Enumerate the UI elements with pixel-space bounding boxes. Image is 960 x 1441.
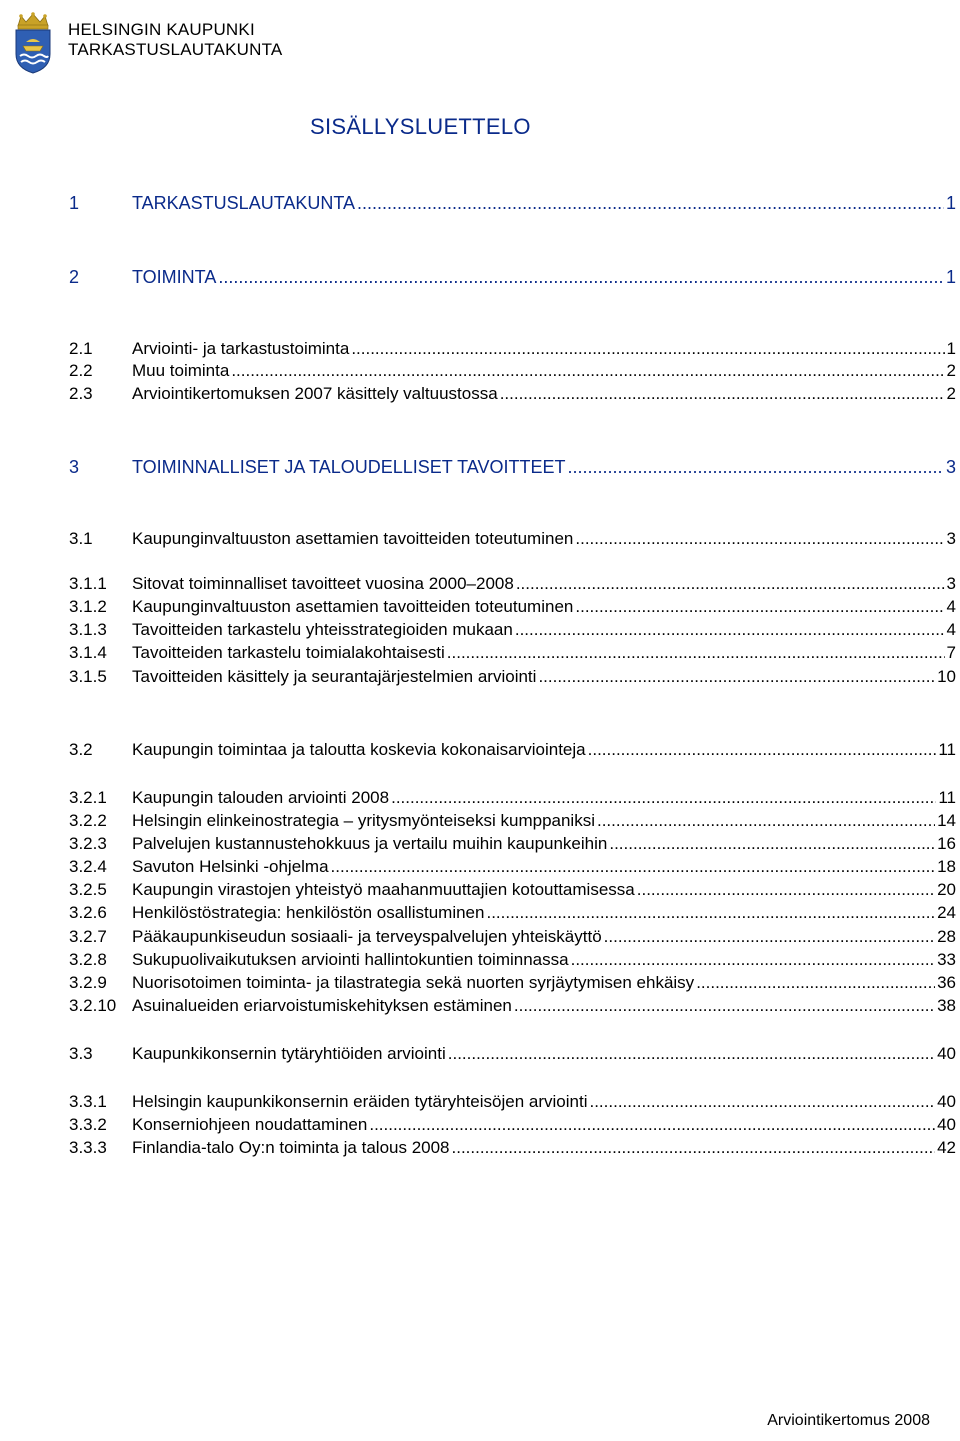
toc-entry-title: Kaupungin talouden arviointi 2008 — [132, 788, 390, 807]
toc-entry-page: 24 — [937, 903, 956, 922]
toc-entry-number: 2.3 — [69, 384, 93, 403]
toc-entry-title: Nuorisotoimen toiminta- ja tilastrategia sekä nuorten syrjäytymisen ehkäisy — [132, 973, 695, 992]
toc-entry-number: 3.2.1 — [69, 788, 107, 807]
toc-entry-page: 40 — [937, 1092, 956, 1111]
toc-entry-page: 7 — [946, 643, 956, 662]
toc-dot-leader — [514, 995, 935, 1017]
toc-dot-leader — [575, 596, 944, 618]
toc-entry-page: 40 — [937, 1115, 956, 1134]
toc-dot-leader — [609, 833, 935, 855]
toc-entry-title: Arviointikertomuksen 2007 käsittely valtuustossa — [132, 384, 498, 403]
helsinki-coat-of-arms-icon — [12, 12, 54, 74]
toc-entry-page: 42 — [937, 1138, 956, 1157]
toc-entry-number: 2 — [69, 267, 80, 287]
toc-dot-leader — [571, 949, 935, 971]
toc-entry[interactable] — [69, 456, 956, 478]
toc-entry[interactable] — [69, 739, 956, 761]
toc-entry-page: 33 — [937, 950, 956, 969]
toc-entry-number: 3.1 — [69, 529, 93, 548]
toc-dot-leader — [486, 902, 935, 924]
toc-entry-number: 3.2.9 — [69, 973, 107, 992]
toc-dot-leader — [637, 879, 935, 901]
toc-entry[interactable] — [69, 810, 956, 832]
toc-entry-number: 3.1.3 — [69, 620, 107, 639]
toc-entry-number: 3.2.2 — [69, 811, 107, 830]
toc-entry[interactable] — [69, 1091, 956, 1113]
toc-entry[interactable] — [69, 879, 956, 901]
toc-dot-leader — [351, 338, 944, 360]
toc-entry[interactable] — [69, 949, 956, 971]
toc-entry[interactable] — [69, 1137, 956, 1159]
toc-entry-number: 3.3.1 — [69, 1092, 107, 1111]
toc-entry-page: 16 — [937, 834, 956, 853]
toc-entry-number: 3.3 — [69, 1044, 93, 1063]
toc-title: SISÄLLYSLUETTELO — [310, 114, 531, 139]
toc-dot-leader — [589, 1091, 935, 1113]
toc-entry-title: TOIMINNALLISET JA TALOUDELLISET TAVOITTEET — [132, 457, 566, 477]
toc-entry[interactable] — [69, 528, 956, 550]
toc-dot-leader — [500, 383, 945, 405]
toc-entry-page: 3 — [946, 529, 956, 548]
toc-entry[interactable] — [69, 383, 956, 405]
toc-entry-number: 3 — [69, 457, 80, 477]
toc-entry[interactable] — [69, 573, 956, 595]
toc-entry[interactable] — [69, 266, 956, 288]
toc-entry-page: 14 — [937, 811, 956, 830]
toc-entry-title: Sukupuolivaikutuksen arviointi hallintokuntien toiminnassa — [132, 950, 569, 969]
toc-entry[interactable] — [69, 787, 956, 809]
toc-dot-leader — [516, 573, 945, 595]
toc-entry-page: 4 — [946, 597, 956, 616]
toc-entry-number: 3.2.10 — [69, 996, 117, 1015]
toc-entry-number: 3.2.5 — [69, 880, 107, 899]
toc-entry-number: 2.1 — [69, 339, 93, 358]
toc-entry[interactable] — [69, 360, 956, 382]
toc-dot-leader — [567, 456, 944, 478]
toc-entry-title: Kaupungin virastojen yhteistyö maahanmuuttajien kotouttamisessa — [132, 880, 635, 899]
toc-entry[interactable] — [69, 1043, 956, 1065]
toc-entry-number: 3.1.1 — [69, 574, 107, 593]
toc-entry-title: Finlandia-talo Oy:n toiminta ja talous 2008 — [132, 1138, 450, 1157]
toc-entry-page: 40 — [937, 1044, 956, 1063]
toc-entry-page: 2 — [946, 361, 956, 380]
toc-entry-title: Arviointi- ja tarkastustoiminta — [132, 339, 350, 358]
toc-entry[interactable] — [69, 642, 956, 664]
toc-entry-page: 18 — [937, 857, 956, 876]
toc-entry-title: Savuton Helsinki -ohjelma — [132, 857, 329, 876]
toc-entry-number: 3.2.4 — [69, 857, 107, 876]
toc-entry-page: 36 — [937, 973, 956, 992]
page-footer: Arviointikertomus 2008 — [767, 1412, 930, 1429]
toc-entry[interactable] — [69, 192, 956, 214]
toc-dot-leader — [231, 360, 944, 382]
toc-entry[interactable] — [69, 972, 956, 994]
toc-entry-page: 11 — [938, 788, 956, 807]
toc-entry-title: TOIMINTA — [132, 267, 217, 287]
organization-name — [68, 20, 282, 60]
toc-dot-leader — [597, 810, 935, 832]
toc-entry[interactable] — [69, 833, 956, 855]
toc-entry[interactable] — [69, 995, 956, 1017]
toc-entry-title: Tavoitteiden tarkastelu yhteisstrategioiden mukaan — [132, 620, 513, 639]
toc-dot-leader — [696, 972, 935, 994]
toc-dot-leader — [452, 1137, 936, 1159]
toc-entry-title: Kaupungin toimintaa ja taloutta koskevia kokonaisarviointeja — [132, 740, 586, 759]
toc-dot-leader — [369, 1114, 935, 1136]
toc-entry-title: Konserniohjeen noudattaminen — [132, 1115, 368, 1134]
toc-entry-title: Henkilöstöstrategia: henkilöstön osallistuminen — [132, 903, 485, 922]
toc-entry[interactable] — [69, 666, 956, 688]
toc-dot-leader — [331, 856, 936, 878]
toc-entry-page: 20 — [937, 880, 956, 899]
toc-entry-page: 4 — [946, 620, 956, 639]
toc-entry-page: 2 — [946, 384, 956, 403]
toc-entry-page: 38 — [937, 996, 956, 1015]
toc-entry-number: 3.3.2 — [69, 1115, 107, 1134]
toc-entry-page: 28 — [937, 927, 956, 946]
toc-dot-leader — [218, 266, 944, 288]
toc-entry-page: 10 — [937, 667, 956, 686]
toc-entry-page: 3 — [946, 574, 956, 593]
toc-entry-page: 1 — [945, 267, 956, 287]
toc-entry-title: Kaupunginvaltuuston asettamien tavoitteiden toteutuminen — [132, 529, 574, 548]
toc-entry-title: Tavoitteiden tarkastelu toimialakohtaisesti — [132, 643, 445, 662]
toc-entry-number: 3.2.3 — [69, 834, 107, 853]
toc-dot-leader — [391, 787, 936, 809]
toc-dot-leader — [357, 192, 944, 214]
toc-dot-leader — [515, 619, 945, 641]
toc-entry-title: Pääkaupunkiseudun sosiaali- ja terveyspalvelujen yhteiskäyttö — [132, 927, 602, 946]
toc-entry-title: Sitovat toiminnalliset tavoitteet vuosina 2000–2008 — [132, 574, 514, 593]
toc-entry-page: 1 — [945, 193, 956, 213]
toc-entry[interactable] — [69, 902, 956, 924]
toc-entry-page: 1 — [946, 339, 956, 358]
toc-entry-number: 1 — [69, 193, 80, 213]
toc-dot-leader — [538, 666, 935, 688]
toc-entry-title: Muu toiminta — [132, 361, 230, 380]
toc-entry-title: TARKASTUSLAUTAKUNTA — [132, 193, 356, 213]
org-line-1: HELSINGIN KAUPUNKI — [68, 20, 255, 39]
toc-entry-page: 11 — [938, 740, 956, 759]
toc-entry-number: 3.2 — [69, 740, 93, 759]
org-line-2: TARKASTUSLAUTAKUNTA — [68, 40, 283, 59]
toc-dot-leader — [447, 642, 945, 664]
toc-dot-leader — [588, 739, 937, 761]
toc-entry-title: Tavoitteiden käsittely ja seurantajärjestelmien arviointi — [132, 667, 537, 686]
toc-dot-leader — [604, 926, 935, 948]
toc-entry[interactable] — [69, 338, 956, 360]
toc-entry-title: Kaupunginvaltuuston asettamien tavoitteiden toteutuminen — [132, 597, 574, 616]
toc-entry-number: 3.3.3 — [69, 1138, 107, 1157]
toc-entry[interactable] — [69, 596, 956, 618]
toc-entry-number: 2.2 — [69, 361, 93, 380]
toc-entry-number: 3.2.6 — [69, 903, 107, 922]
document-header — [12, 12, 282, 74]
toc-dot-leader — [448, 1043, 935, 1065]
toc-entry[interactable] — [69, 1114, 956, 1136]
toc-entry-number: 3.2.8 — [69, 950, 107, 969]
toc-entry-number: 3.2.7 — [69, 927, 107, 946]
toc-dot-leader — [575, 528, 944, 550]
toc-entry-title: Palvelujen kustannustehokkuus ja vertailu muihin kaupunkeihin — [132, 834, 608, 853]
toc-entry-title: Asuinalueiden eriarvoistumiskehityksen estäminen — [132, 996, 512, 1015]
toc-entry-page: 3 — [945, 457, 956, 477]
toc-entry-title: Helsingin elinkeinostrategia – yritysmyönteiseksi kumppaniksi — [132, 811, 595, 830]
toc-entry-number: 3.1.5 — [69, 667, 107, 686]
toc-entry-title: Kaupunkikonsernin tytäryhtiöiden arviointi — [132, 1044, 446, 1063]
toc-entry-number: 3.1.2 — [69, 597, 107, 616]
toc-entry-title: Helsingin kaupunkikonsernin eräiden tytäryhteisöjen arviointi — [132, 1092, 588, 1111]
toc-entry-number: 3.1.4 — [69, 643, 107, 662]
toc-entry[interactable] — [69, 856, 956, 878]
toc-entry[interactable] — [69, 926, 956, 948]
toc-entry[interactable] — [69, 619, 956, 641]
